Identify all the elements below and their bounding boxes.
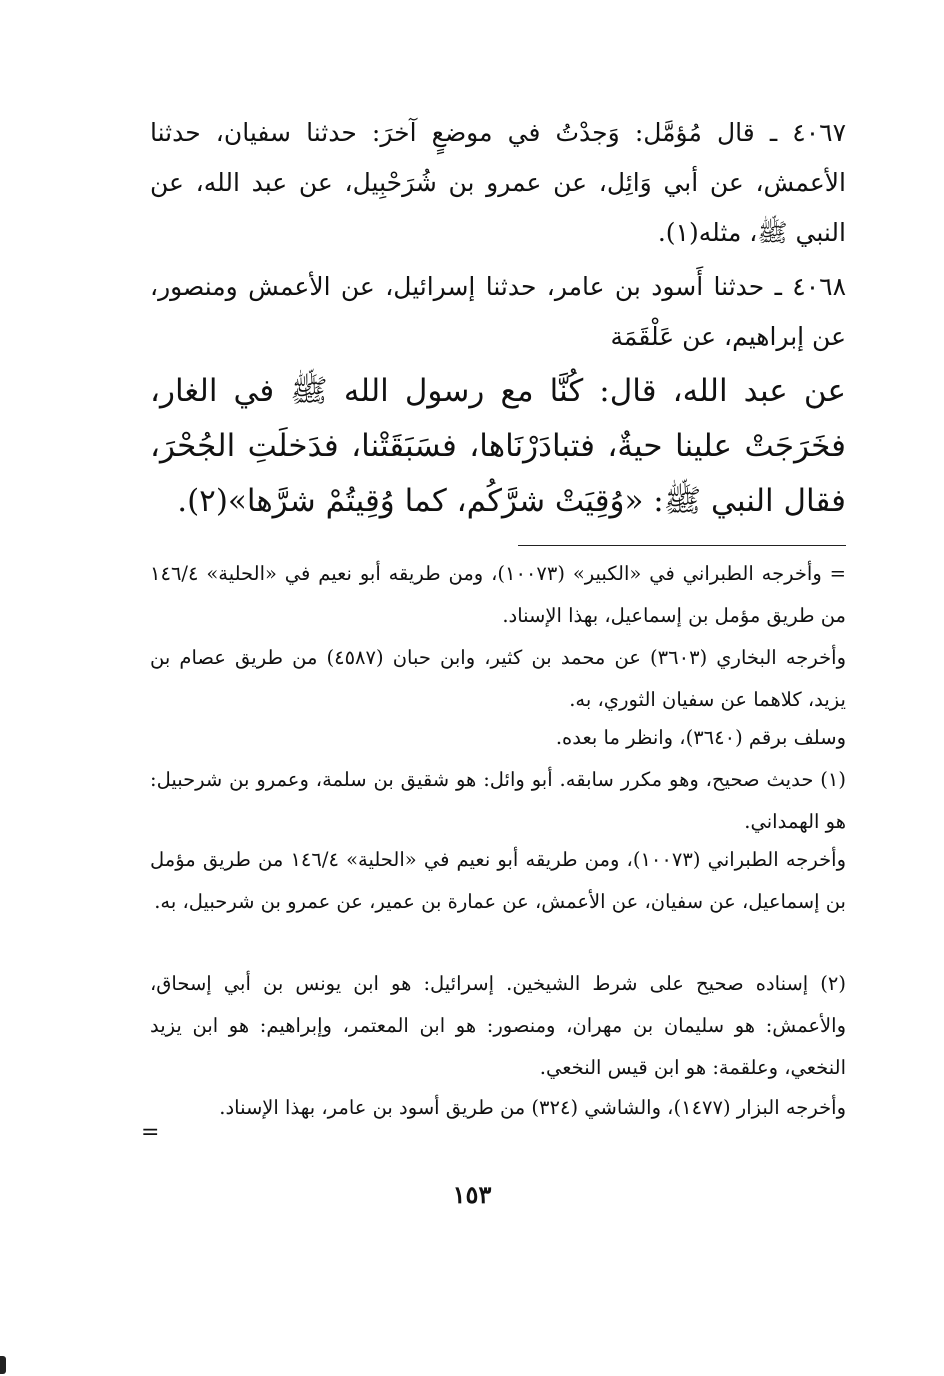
footnote-2: (٢) إسناده صحيح على شرط الشيخين. إسرائيل: هو ابن يونس بن أبي إسحاق، والأعمش: هو سليمان بن مهران، ومنصور: هو ابن المعتمر، وإبراهيم: هو ابن يزيد النخعي، وعلقمة: هو ابن قيس النخعي.	[150, 972, 846, 1079]
hadith-4067: ٤٠٦٧ ـ قال مُؤمَّل: وَجدْتُ في موضعٍ آخرَ: حدثنا سفيان، حدثنا الأعمش، عن أبي وَائِل، عن عمرو بن شُرَحْبِيل، عن عبد الله، عن النبي ﷺ، مثله(١).	[150, 118, 846, 247]
footnote-separator	[518, 545, 846, 546]
hadith-4068-matn: عن عبد الله، قال: كُنَّا مع رسول الله ﷺ في الغار، فخَرَجَتْ علينا حيةٌ، فتبادَرْنَاها، فسَبَقَتْنا، فدَخلَتِ الجُحْرَ، فقال النبي ﷺ: «وُقِيَتْ شرَّكُم، كما وُقِيتُمْ شرَّها»(٢).	[150, 373, 846, 519]
footnote-continued: = وأخرجه الطبراني في «الكبير» (١٠٠٧٣)، ومن طريقه أبو نعيم في «الحلية» ١٤٦/٤ من طريق مؤمل بن إسماعيل، بهذا الإسناد.	[150, 562, 846, 627]
footnote-see-also: وسلف برقم (٣٦٤٠)، وانظر ما بعده.	[555, 726, 846, 749]
page-number: ١٥٣	[452, 1180, 492, 1209]
footnote-1: (١) حديث صحيح، وهو مكرر سابقه. أبو وائل: هو شقيق بن سلمة، وعمرو بن شرحبيل: هو الهمداني.	[150, 768, 846, 833]
scan-edge-mark	[0, 1356, 6, 1374]
footnote-bukhari: وأخرجه البخاري (٣٦٠٣) عن محمد بن كثير، وابن حبان (٤٥٨٧) من طريق عصام بن يزيد، كلاهما عن سفيان الثوري، به.	[150, 646, 846, 711]
footnote-1-tabarani: وأخرجه الطبراني (١٠٠٧٣)، ومن طريقه أبو نعيم في «الحلية» ١٤٦/٤ من طريق مؤمل بن إسماعيل، عن سفيان، عن الأعمش، عن عمارة بن عمير، عن عمرو بن شرحبيل، به.	[150, 848, 846, 913]
continuation-mark: =	[141, 1120, 160, 1145]
hadith-4068-isnad: ٤٠٦٨ ـ حدثنا أَسود بن عامر، حدثنا إسرائيل، عن الأعمش ومنصور، عن إبراهيم، عن عَلْقَمَة	[150, 272, 846, 351]
footnote-2-bazzar: وأخرجه البزار (١٤٧٧)، والشاشي (٣٢٤) من طريق أسود بن عامر، بهذا الإسناد.	[219, 1096, 846, 1119]
